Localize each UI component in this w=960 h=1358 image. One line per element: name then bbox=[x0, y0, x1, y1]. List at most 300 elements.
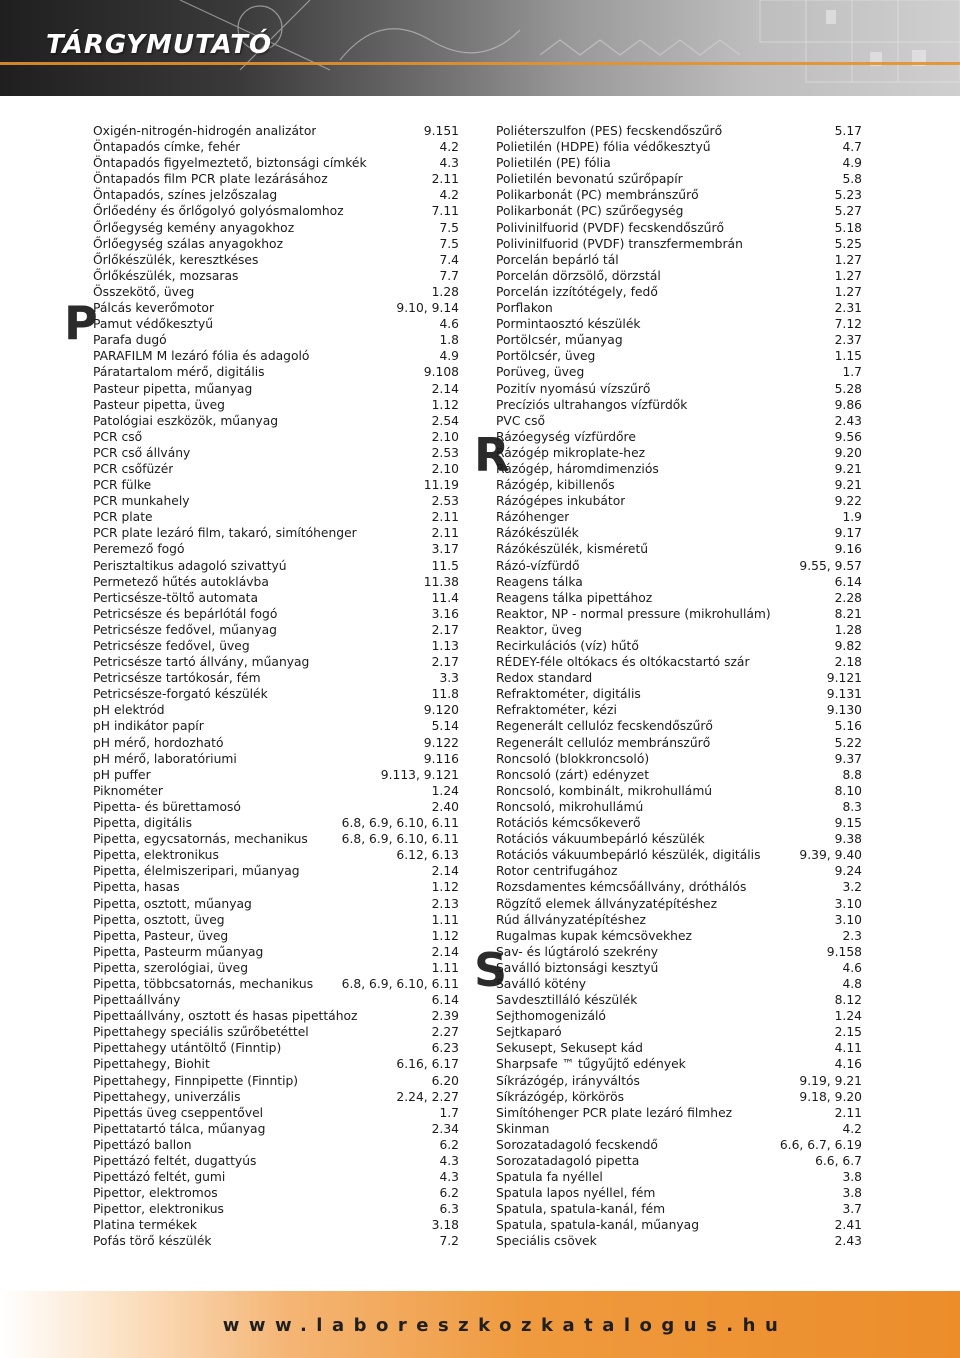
index-page-ref: 2.13 bbox=[431, 896, 459, 911]
index-page-ref: 4.9 bbox=[439, 349, 459, 364]
index-entry bbox=[496, 831, 862, 847]
index-entry bbox=[93, 1121, 459, 1137]
index-page-ref: 11.5 bbox=[431, 558, 459, 573]
index-page-ref: 9.82 bbox=[834, 639, 862, 653]
index-page-ref: 9.116 bbox=[423, 751, 459, 766]
index-term: Pálcás keverőmotor bbox=[93, 301, 214, 316]
index-entry bbox=[93, 445, 459, 461]
index-entry bbox=[93, 236, 459, 252]
index-term: Sharpsafe ™ tűgyűjtő edények bbox=[496, 1057, 686, 1072]
index-term: Rázógép mikroplate-hez bbox=[496, 445, 646, 460]
index-page-ref: 2.37 bbox=[834, 333, 862, 348]
index-page-ref: 2.11 bbox=[431, 172, 459, 187]
index-page-ref: 6.6, 6.7 bbox=[815, 1154, 862, 1168]
header-accent-line bbox=[0, 62, 960, 65]
index-page-ref: 1.11 bbox=[431, 912, 459, 927]
index-term: Pipettahegy, Biohit bbox=[93, 1057, 210, 1072]
index-page-ref: 6.20 bbox=[431, 1073, 459, 1088]
index-page-ref: 11.38 bbox=[423, 574, 459, 589]
index-page-ref: 1.28 bbox=[834, 622, 862, 637]
index-entry bbox=[496, 783, 862, 799]
index-term: Rotációs vákuumbepárló készülék, digitális bbox=[496, 848, 761, 863]
index-entry bbox=[496, 654, 862, 670]
index-entry bbox=[496, 1040, 862, 1056]
index-page-ref: 3.8 bbox=[842, 1186, 862, 1201]
index-term: Pipetta, osztott, műanyag bbox=[93, 896, 252, 911]
index-entry bbox=[93, 767, 459, 783]
index-entry bbox=[93, 992, 459, 1008]
section-letter-p: P bbox=[64, 296, 98, 350]
index-term: Reagens tálka bbox=[496, 574, 583, 589]
index-entry bbox=[93, 735, 459, 751]
index-page-ref: 6.8, 6.9, 6.10, 6.11 bbox=[341, 976, 459, 991]
index-term: Petricsésze fedővel, üveg bbox=[93, 639, 250, 653]
index-page-ref: 5.17 bbox=[834, 124, 862, 138]
index-term: pH puffer bbox=[93, 767, 151, 782]
index-entry bbox=[496, 992, 862, 1008]
index-entry bbox=[496, 670, 862, 686]
index-entry bbox=[93, 187, 459, 203]
index-term: PCR munkahely bbox=[93, 494, 190, 509]
index-page-ref: 3.18 bbox=[431, 1218, 459, 1233]
index-term: RÉDEY-féle oltókacs és oltókacstartó szár bbox=[496, 655, 750, 670]
index-entry bbox=[496, 139, 862, 155]
index-page-ref: 6.12, 6.13 bbox=[396, 848, 459, 863]
index-page-ref: 6.23 bbox=[431, 1041, 459, 1056]
index-term: Pipettaállvány, osztott és hasas pipettához bbox=[93, 1009, 358, 1024]
index-term: Pipettás üveg cseppentővel bbox=[93, 1105, 264, 1120]
index-page-ref: 9.18, 9.20 bbox=[799, 1089, 862, 1104]
index-entry bbox=[93, 1073, 459, 1089]
index-page-ref: 4.8 bbox=[842, 976, 862, 991]
index-entry bbox=[496, 799, 862, 815]
index-entry bbox=[93, 284, 459, 300]
index-page-ref: 9.21 bbox=[834, 478, 862, 493]
index-term: PVC cső bbox=[496, 413, 546, 428]
index-entry bbox=[496, 590, 862, 606]
index-page-ref: 7.7 bbox=[439, 268, 459, 283]
index-term: Regenerált cellulóz membránszűrő bbox=[496, 735, 711, 750]
index-page-ref: 3.8 bbox=[842, 1170, 862, 1185]
index-page-ref: 2.43 bbox=[834, 413, 862, 428]
index-entry bbox=[93, 944, 459, 960]
index-page-ref: 3.10 bbox=[834, 896, 862, 911]
section-letter-r: R bbox=[474, 428, 510, 482]
index-page-ref: 11.19 bbox=[423, 478, 459, 493]
index-term: Spatula, spatula-kanál, fém bbox=[496, 1202, 666, 1217]
index-page-ref: 4.6 bbox=[439, 317, 459, 332]
index-term: Refraktométer, digitális bbox=[496, 687, 641, 702]
index-entry bbox=[496, 558, 862, 574]
index-term: Petricsésze és bepárlótál fogó bbox=[93, 606, 278, 621]
index-term: Petricsésze fedővel, műanyag bbox=[93, 622, 277, 637]
index-page-ref: 11.8 bbox=[431, 687, 459, 702]
index-entry bbox=[93, 815, 459, 831]
index-term: Pofás törő készülék bbox=[93, 1234, 212, 1249]
index-term: PCR plate lezáró film, takaró, simítóhenger bbox=[93, 526, 357, 541]
index-entry bbox=[496, 284, 862, 300]
index-term: Pasteur pipetta, műanyag bbox=[93, 381, 253, 396]
index-entry bbox=[93, 348, 459, 364]
index-entry bbox=[496, 364, 862, 380]
index-term: Pipetta, Pasteur, üveg bbox=[93, 928, 229, 943]
index-entry bbox=[93, 1153, 459, 1169]
index-entry bbox=[93, 1008, 459, 1024]
index-term: Petricsésze tartókosár, fém bbox=[93, 671, 261, 686]
index-page-ref: 3.10 bbox=[834, 912, 862, 927]
index-page-ref: 9.113, 9.121 bbox=[380, 767, 459, 782]
index-page-ref: 2.53 bbox=[431, 445, 459, 460]
index-entry bbox=[496, 1217, 862, 1233]
index-term: PCR cső bbox=[93, 429, 143, 444]
index-page-ref: 5.25 bbox=[834, 236, 862, 251]
index-term: Petricsésze tartó állvány, műanyag bbox=[93, 655, 310, 670]
index-entry bbox=[93, 718, 459, 734]
index-entry bbox=[93, 751, 459, 767]
index-page-ref: 2.11 bbox=[431, 526, 459, 541]
index-entry bbox=[93, 912, 459, 928]
index-entry bbox=[496, 1233, 862, 1249]
index-term: Porcelán izzítótégely, fedő bbox=[496, 284, 658, 299]
index-term: Precíziós ultrahangos vízfürdők bbox=[496, 397, 688, 412]
index-page-ref: 5.8 bbox=[842, 172, 862, 187]
index-entry bbox=[496, 300, 862, 316]
index-page-ref: 1.11 bbox=[431, 960, 459, 975]
index-page-ref: 9.108 bbox=[423, 365, 459, 380]
index-page-ref: 2.17 bbox=[431, 655, 459, 670]
index-page-ref: 4.16 bbox=[834, 1057, 862, 1072]
index-term: Oxigén-nitrogén-hidrogén analizátor bbox=[93, 124, 317, 138]
index-term: Petricsésze-forgató készülék bbox=[93, 687, 268, 702]
index-page-ref: 1.13 bbox=[431, 639, 459, 653]
index-entry bbox=[93, 509, 459, 525]
index-term: Rúd állványzatépítéshez bbox=[496, 912, 646, 927]
index-page-ref: 9.20 bbox=[834, 445, 862, 460]
index-entry bbox=[93, 397, 459, 413]
index-entry bbox=[93, 332, 459, 348]
index-entry bbox=[496, 123, 862, 139]
index-term: Őrlőkészülék, mozsaras bbox=[93, 268, 239, 283]
index-page-ref: 2.27 bbox=[431, 1025, 459, 1040]
index-term: Rázógépes inkubátor bbox=[496, 494, 626, 509]
index-page-ref: 5.27 bbox=[834, 204, 862, 219]
index-entry bbox=[496, 461, 862, 477]
index-page-ref: 7.11 bbox=[431, 204, 459, 219]
index-entry bbox=[496, 1121, 862, 1137]
index-term: Saválló biztonsági kesztyű bbox=[496, 960, 659, 975]
index-entry bbox=[496, 1169, 862, 1185]
index-term: Rázóhenger bbox=[496, 510, 570, 525]
index-term: Pipetta, többcsatornás, mechanikus bbox=[93, 976, 314, 991]
index-term: Rotációs vákuumbepárló készülék bbox=[496, 832, 705, 847]
index-page-ref: 1.27 bbox=[834, 284, 862, 299]
index-page-ref: 9.158 bbox=[826, 944, 862, 959]
index-term: Páratartalom mérő, digitális bbox=[93, 365, 265, 380]
index-page-ref: 11.4 bbox=[431, 590, 459, 605]
index-entry bbox=[496, 413, 862, 429]
index-term: Rázókészülék, kisméretű bbox=[496, 542, 649, 557]
index-term: Pipettahegy, Finnpipette (Finntip) bbox=[93, 1073, 299, 1088]
index-entry bbox=[496, 1153, 862, 1169]
index-entry bbox=[496, 718, 862, 734]
index-page-ref: 2.53 bbox=[431, 494, 459, 509]
index-page-ref: 9.19, 9.21 bbox=[799, 1073, 862, 1088]
index-term: Pipetta- és bürettamosó bbox=[93, 799, 241, 814]
index-page-ref: 1.7 bbox=[842, 365, 862, 380]
index-term: Porcelán dörzsölő, dörzstál bbox=[496, 268, 661, 283]
index-entry bbox=[93, 896, 459, 912]
index-term: Roncsoló, mikrohullámú bbox=[496, 799, 644, 814]
index-entry bbox=[496, 203, 862, 219]
index-term: Portölcsér, üveg bbox=[496, 349, 596, 364]
index-page-ref: 8.10 bbox=[834, 783, 862, 798]
index-term: Poliéterszulfon (PES) fecskendőszűrő bbox=[496, 124, 723, 138]
index-entry bbox=[496, 1185, 862, 1201]
index-entry bbox=[93, 155, 459, 171]
index-page-ref: 2.10 bbox=[431, 429, 459, 444]
index-entry bbox=[496, 1073, 862, 1089]
index-term: Pipetta, Pasteurm műanyag bbox=[93, 944, 264, 959]
index-page-ref: 1.12 bbox=[431, 397, 459, 412]
index-page-ref: 6.3 bbox=[439, 1202, 459, 1217]
index-page-ref: 9.55, 9.57 bbox=[799, 558, 862, 573]
index-page-ref: 9.120 bbox=[423, 703, 459, 718]
index-term: PARAFILM M lezáró fólia és adagoló bbox=[93, 349, 310, 364]
index-entry bbox=[496, 896, 862, 912]
index-term: Öntapadós címke, fehér bbox=[93, 140, 241, 155]
index-entry bbox=[93, 928, 459, 944]
index-page-ref: 4.3 bbox=[439, 1154, 459, 1168]
index-entry bbox=[496, 348, 862, 364]
index-entry bbox=[496, 187, 862, 203]
index-entry bbox=[496, 960, 862, 976]
index-page-ref: 9.21 bbox=[834, 461, 862, 476]
index-entry bbox=[496, 767, 862, 783]
index-entry bbox=[496, 171, 862, 187]
index-entry bbox=[93, 879, 459, 895]
index-page-ref: 7.5 bbox=[439, 236, 459, 251]
index-page-ref: 4.7 bbox=[842, 140, 862, 155]
index-entry bbox=[496, 332, 862, 348]
index-page-ref: 5.16 bbox=[834, 719, 862, 734]
index-entry bbox=[496, 686, 862, 702]
index-term: Öntapadós film PCR plate lezárásához bbox=[93, 172, 328, 187]
index-entry bbox=[93, 252, 459, 268]
index-term: Sorozatadagoló pipetta bbox=[496, 1154, 640, 1168]
index-entry bbox=[93, 622, 459, 638]
index-entry bbox=[496, 944, 862, 960]
index-term: Sav- és lúgtároló szekrény bbox=[496, 944, 659, 959]
index-page-ref: 4.9 bbox=[842, 156, 862, 171]
index-page-ref: 2.15 bbox=[834, 1025, 862, 1040]
index-page-ref: 1.8 bbox=[439, 333, 459, 348]
index-page-ref: 9.37 bbox=[834, 751, 862, 766]
index-entry bbox=[496, 541, 862, 557]
index-term: Polivinilfuorid (PVDF) fecskendőszűrő bbox=[496, 220, 725, 235]
index-entry bbox=[93, 670, 459, 686]
index-page-ref: 4.2 bbox=[439, 140, 459, 155]
index-term: Rozsdamentes kémcsőállvány, dróthálós bbox=[496, 880, 747, 895]
index-entry bbox=[93, 220, 459, 236]
index-entry bbox=[93, 1185, 459, 1201]
index-page-ref: 9.131 bbox=[826, 687, 862, 702]
index-page-ref: 9.121 bbox=[826, 671, 862, 686]
index-term: Pipettatartó tálca, műanyag bbox=[93, 1121, 266, 1136]
index-entry bbox=[93, 1169, 459, 1185]
index-term: Saválló kötény bbox=[496, 976, 587, 991]
index-page-ref: 2.24, 2.27 bbox=[396, 1089, 459, 1104]
index-term: Recirkulációs (víz) hűtő bbox=[496, 639, 639, 653]
index-page-ref: 2.41 bbox=[834, 1218, 862, 1233]
index-entry bbox=[496, 879, 862, 895]
index-page-ref: 4.11 bbox=[834, 1041, 862, 1056]
index-term: Polietilén bevonatú szűrőpapír bbox=[496, 172, 683, 187]
index-entry bbox=[93, 831, 459, 847]
index-term: pH mérő, laboratóriumi bbox=[93, 751, 237, 766]
index-term: Regenerált cellulóz fecskendőszűrő bbox=[496, 719, 713, 734]
index-entry bbox=[93, 1056, 459, 1072]
index-term: Porüveg, üveg bbox=[496, 365, 585, 380]
index-page-ref: 1.7 bbox=[439, 1105, 459, 1120]
index-entry bbox=[496, 702, 862, 718]
index-entry bbox=[496, 1008, 862, 1024]
index-page-ref: 3.17 bbox=[431, 542, 459, 557]
index-entry bbox=[93, 364, 459, 380]
index-page-ref: 9.22 bbox=[834, 494, 862, 509]
index-entry bbox=[93, 171, 459, 187]
index-term: Spatula lapos nyéllel, fém bbox=[496, 1186, 656, 1201]
index-term: Porflakon bbox=[496, 301, 553, 316]
index-term: Rázóegység vízfürdőre bbox=[496, 429, 636, 444]
index-entry bbox=[93, 638, 459, 654]
index-page-ref: 2.11 bbox=[834, 1105, 862, 1120]
index-term: PCR cső állvány bbox=[93, 445, 191, 460]
index-term: Perticsésze-töltő automata bbox=[93, 590, 258, 605]
index-term: Pipetta, szerológiai, üveg bbox=[93, 960, 249, 975]
index-term: PCR plate bbox=[93, 510, 153, 525]
index-entry bbox=[496, 912, 862, 928]
index-page-ref: 6.8, 6.9, 6.10, 6.11 bbox=[341, 816, 459, 831]
index-entry bbox=[496, 445, 862, 461]
index-term: Összekötő, üveg bbox=[93, 284, 195, 299]
index-page-ref: 9.17 bbox=[834, 526, 862, 541]
index-page-ref: 6.2 bbox=[439, 1137, 459, 1152]
index-term: Pamut védőkesztyű bbox=[93, 317, 214, 332]
index-page-ref: 5.14 bbox=[431, 719, 459, 734]
index-entry bbox=[496, 525, 862, 541]
index-term: Spatula, spatula-kanál, műanyag bbox=[496, 1218, 700, 1233]
index-entry bbox=[93, 558, 459, 574]
index-page-ref: 8.8 bbox=[842, 767, 862, 782]
index-term: Rázógép, háromdimenziós bbox=[496, 461, 659, 476]
index-page-ref: 4.3 bbox=[439, 1170, 459, 1185]
index-entry bbox=[93, 461, 459, 477]
index-page-ref: 8.21 bbox=[834, 606, 862, 621]
index-entry bbox=[93, 574, 459, 590]
index-term: Reaktor, NP - normal pressure (mikrohullám) bbox=[496, 606, 771, 621]
index-term: Skinman bbox=[496, 1121, 550, 1136]
index-entry bbox=[496, 622, 862, 638]
index-term: Redox standard bbox=[496, 671, 593, 686]
index-entry bbox=[93, 1024, 459, 1040]
index-entry bbox=[496, 236, 862, 252]
index-term: Sejthomogenizáló bbox=[496, 1009, 606, 1024]
index-entry bbox=[93, 686, 459, 702]
index-page-ref: 2.14 bbox=[431, 864, 459, 879]
index-term: pH elektród bbox=[93, 703, 165, 718]
index-term: Roncsoló, kombinált, mikrohullámú bbox=[496, 783, 713, 798]
footer-url[interactable]: www.laboreszkozkatalogus.hu bbox=[222, 1315, 788, 1336]
index-term: Őrlőegység szálas anyagokhoz bbox=[93, 236, 284, 251]
index-page-ref: 5.18 bbox=[834, 220, 862, 235]
index-entry bbox=[93, 654, 459, 670]
index-term: Síkrázógép, irányváltós bbox=[496, 1073, 640, 1088]
index-entry bbox=[496, 1089, 862, 1105]
index-term: Pipetta, osztott, üveg bbox=[93, 912, 225, 927]
index-term: Pipettázó feltét, dugattyús bbox=[93, 1154, 257, 1168]
index-entry bbox=[93, 203, 459, 219]
index-term: Perisztaltikus adagoló szivattyú bbox=[93, 558, 287, 573]
index-page-ref: 6.14 bbox=[431, 993, 459, 1008]
index-column-left bbox=[93, 123, 459, 1250]
index-page-ref: 9.15 bbox=[834, 816, 862, 831]
index-entry bbox=[496, 638, 862, 654]
index-entry bbox=[496, 863, 862, 879]
index-entry bbox=[496, 574, 862, 590]
index-term: Speciális csövek bbox=[496, 1234, 597, 1249]
index-page-ref: 6.14 bbox=[834, 574, 862, 589]
index-term: Pipettázó feltét, gumi bbox=[93, 1170, 226, 1185]
index-page-ref: 2.54 bbox=[431, 413, 459, 428]
index-term: Peremező fogó bbox=[93, 542, 185, 557]
index-page-ref: 6.2 bbox=[439, 1186, 459, 1201]
index-page-ref: 9.38 bbox=[834, 832, 862, 847]
index-page-ref: 1.27 bbox=[834, 252, 862, 267]
index-term: pH mérő, hordozható bbox=[93, 735, 224, 750]
index-page-ref: 2.18 bbox=[834, 655, 862, 670]
index-entry bbox=[93, 960, 459, 976]
index-term: Rugalmas kupak kémcsövekhez bbox=[496, 928, 692, 943]
index-entry bbox=[93, 590, 459, 606]
index-page-ref: 7.4 bbox=[439, 252, 459, 267]
index-page-ref: 1.24 bbox=[431, 783, 459, 798]
index-page-ref: 8.3 bbox=[842, 799, 862, 814]
index-page-ref: 7.12 bbox=[834, 317, 862, 332]
index-entry bbox=[496, 1105, 862, 1121]
index-page-ref: 9.16 bbox=[834, 542, 862, 557]
index-term: Pozitív nyomású vízszűrő bbox=[496, 381, 651, 396]
index-entry bbox=[496, 928, 862, 944]
index-page-ref: 6.6, 6.7, 6.19 bbox=[779, 1137, 862, 1152]
index-entry bbox=[93, 268, 459, 284]
index-entry bbox=[93, 799, 459, 815]
index-entry bbox=[496, 735, 862, 751]
index-entry bbox=[496, 1024, 862, 1040]
index-entry bbox=[93, 702, 459, 718]
index-term: Pipettor, elektromos bbox=[93, 1186, 218, 1201]
index-entry bbox=[93, 1040, 459, 1056]
index-term: Savdesztilláló készülék bbox=[496, 993, 638, 1008]
index-entry bbox=[93, 300, 459, 316]
index-entry bbox=[496, 477, 862, 493]
index-entry bbox=[93, 429, 459, 445]
index-term: PCR fülke bbox=[93, 478, 152, 493]
index-page-ref: 9.24 bbox=[834, 864, 862, 879]
index-term: Öntapadós figyelmeztető, biztonsági címkék bbox=[93, 156, 367, 171]
index-term: Pipettahegy speciális szűrőbetéttel bbox=[93, 1025, 309, 1040]
index-page-ref: 3.16 bbox=[431, 606, 459, 621]
index-entry bbox=[496, 509, 862, 525]
